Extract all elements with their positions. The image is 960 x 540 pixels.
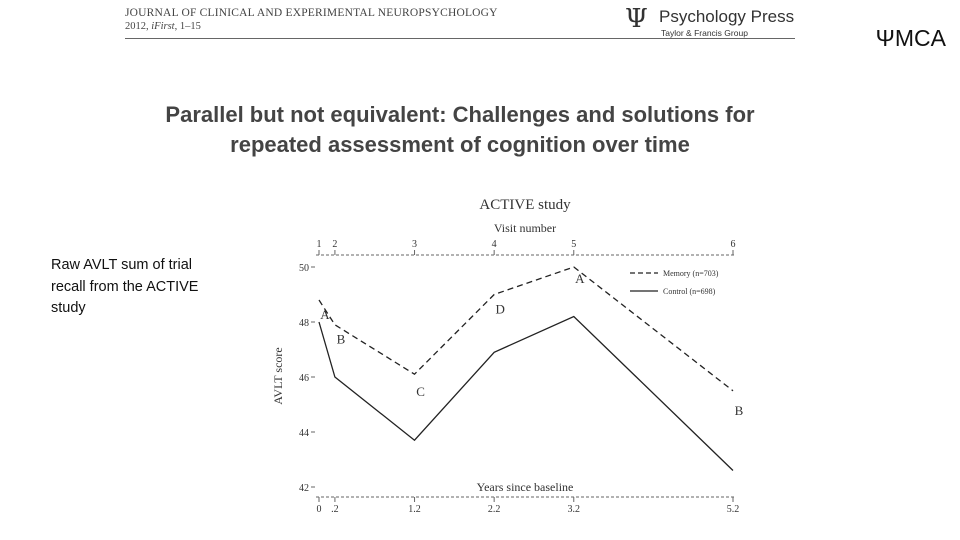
legend-label: Control (n=698) (663, 287, 716, 296)
x-axis-label: Years since baseline (476, 480, 574, 494)
paper-title (110, 100, 810, 160)
chart-legend (630, 269, 719, 296)
chart-series (319, 267, 733, 471)
y-axis-label: AVLT score (271, 347, 285, 405)
y-tick-label: 44 (299, 428, 309, 439)
form-label: C (416, 383, 425, 399)
legend-label: Memory (n=703) (663, 269, 719, 278)
visit-number-label: 6 (730, 239, 736, 250)
x-tick-label: 1.2 (408, 504, 421, 515)
journal-name: JOURNAL OF CLINICAL AND EXPERIMENTAL NEUROPSYCHOLOGY (125, 7, 498, 19)
y-tick-label: 46 (299, 373, 309, 384)
citation-prefix: 2012, (125, 21, 152, 32)
paper-title-line-1: Parallel but not equivalent: Challenges and solutions for (165, 102, 755, 127)
brand-logo: ΨMCA (875, 25, 946, 51)
publisher-subtitle: Taylor & Francis Group (661, 28, 748, 38)
journal-header (125, 7, 498, 32)
visit-number-label: 1 (316, 239, 322, 250)
x-tick-label: 5.2 (726, 504, 740, 515)
form-label: D (495, 301, 505, 317)
header-divider (125, 38, 795, 39)
visit-number-label: 3 (412, 239, 418, 250)
journal-citation (125, 21, 498, 32)
chart-title: ACTIVE study (479, 197, 571, 213)
visit-number-label: 4 (491, 239, 497, 250)
form-label: B (336, 331, 346, 347)
form-label: A (575, 271, 585, 286)
form-label: B (734, 403, 744, 418)
x-tick-label: 3.2 (567, 504, 581, 515)
form-label: A (320, 306, 330, 322)
y-tick-label: 50 (299, 263, 309, 274)
citation-suffix: , 1–15 (174, 21, 201, 32)
x-tick-label: 2.2 (487, 504, 501, 515)
paper-title-line-2: repeated assessment of cognition over time (230, 132, 690, 157)
citation-italic: iFirst (151, 21, 175, 32)
x-tick-label: 0 (316, 504, 322, 515)
active-study-chart (260, 185, 760, 520)
psi-icon: Ψ (625, 4, 648, 34)
memory-series-line (319, 267, 733, 391)
x-tick-label: .2 (331, 504, 339, 515)
chart-axes (299, 239, 739, 515)
top-axis-label: Visit number (493, 221, 557, 235)
visit-number-label: 5 (571, 239, 577, 250)
y-tick-label: 48 (299, 318, 309, 329)
visit-number-label: 2 (332, 239, 338, 250)
publisher-name: Psychology Press (659, 7, 795, 26)
control-series-line (319, 317, 733, 471)
y-tick-label: 42 (299, 483, 309, 494)
figure-caption: Raw AVLT sum of trial recall from the ACTIVE study (51, 257, 199, 316)
